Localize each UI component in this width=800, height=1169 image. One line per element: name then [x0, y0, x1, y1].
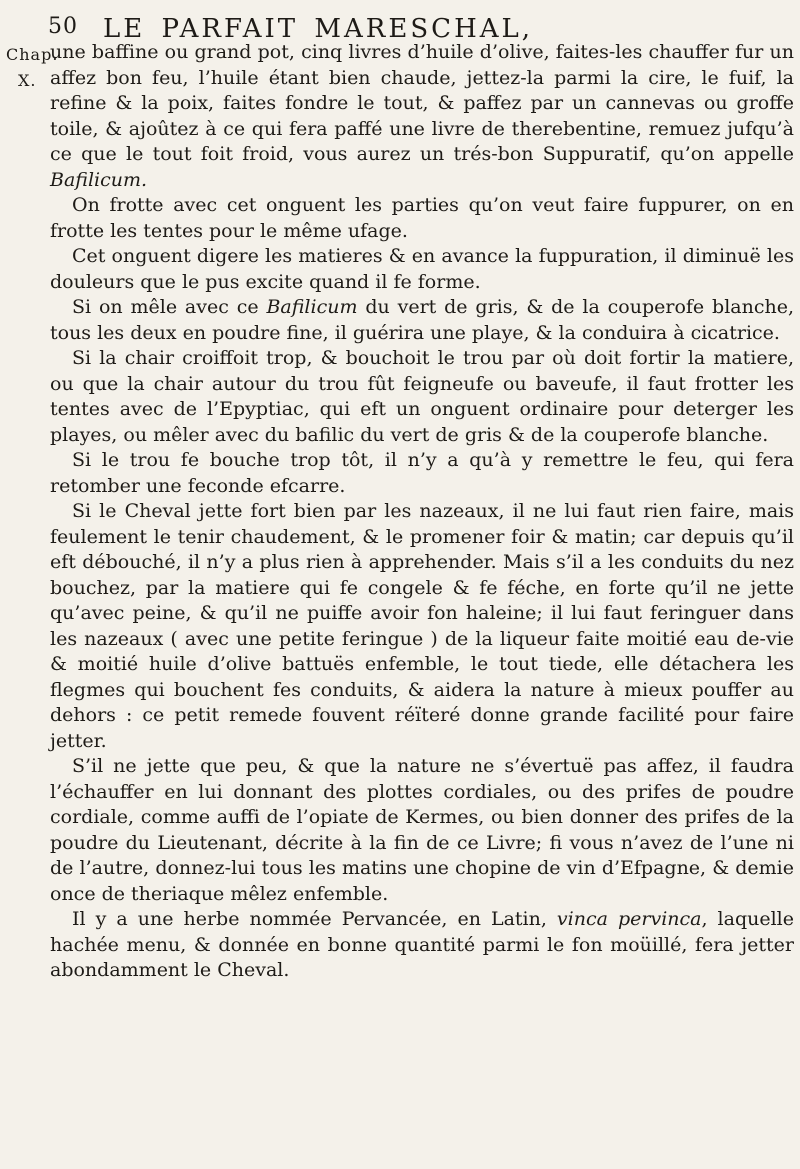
paragraph [50, 346, 794, 448]
page-number: 50 [48, 14, 78, 39]
text-run: Si la chair croiffoit trop, & bouchoit le trou par où doit fortir la matiere, ou que la chair autour du trou fût feigneufe ou baveufe, il faut frotter les tentes avec de l’Epyptiac, qui eft un onguent ordinaire pour deterger les playes, ou mêler avec du bafilic du vert de gris & de la couperofe blanche. [50, 347, 794, 446]
text-run: une baffine ou grand pot, cinq livres d’huile d’olive, faites-les chauffer fur un affez bon feu, l’huile étant bien chaude, jettez-la parmi la cire, le fuif, la refine & la poix, faites fondre le tout, & paffez par un cannevas ou groffe toile, & ajoûtez à ce qui fera paffé une livre de therebentine, remuez jufqu’à ce que le tout foit froid, vous aurez un trés-bon Suppuratif, qu’on appelle [50, 41, 794, 165]
chapter-label: Chap. [6, 45, 59, 64]
text-run: Cet onguent digere les matieres & en avance la fuppuration, il diminuë les douleurs que le pus excite quand il fe forme. [50, 245, 794, 293]
text-run: Si on mêle avec ce [72, 296, 267, 318]
text-run: Il y a une herbe nommée Pervancée, en Latin, [72, 908, 557, 930]
paragraph [50, 244, 794, 295]
running-head: LE PARFAIT MARESCHAL, [103, 14, 534, 44]
paragraph [50, 754, 794, 907]
text-run: Si le trou fe bouche trop tôt, il n’y a qu’à y remettre le feu, qui fera retomber une feconde efcarre. [50, 449, 794, 497]
chapter-number: X. [18, 71, 37, 90]
text-run: S’il ne jette que peu, & que la nature ne s’évertuë pas affez, il faudra l’échauffer en lui donnant des plottes cordiales, ou des prifes de poudre cordiale, comme auffi de l’opiate de Kermes, ou bien donner des prifes de la poudre du Lieutenant, décrite à la fin de ce Livre; fi vous n’avez de l’une ni de l’autre, donnez-lui tous les matins une chopine de vin d’Efpagne, & demie once de theriaque mêlez enfemble. [50, 755, 794, 905]
italic-text: Bafilicum. [50, 168, 148, 191]
text-run: , laquelle hachée menu, & donnée en bonne quantité parmi le fon moüillé, fera jetter abondamment le Cheval. [50, 908, 794, 981]
body-text [50, 40, 794, 984]
paragraph [50, 193, 794, 244]
text-run: du vert de gris, & de la couperofe blanche, tous les deux en poudre fine, il guérira une playe, & la conduira à cicatrice. [50, 296, 794, 344]
paragraph [50, 295, 794, 346]
text-run: On frotte avec cet onguent les parties qu’on veut faire fuppurer, on en frotte les tentes pour le même ufage. [50, 194, 794, 242]
paragraph [50, 448, 794, 499]
paragraph [50, 907, 794, 984]
italic-text: Bafilicum [266, 296, 358, 318]
paragraph [50, 499, 794, 754]
paragraph [50, 40, 794, 193]
text-run: Si le Cheval jette fort bien par les nazeaux, il ne lui faut rien faire, mais feulement le tenir chaudement, & le promener foir & matin; car depuis qu’il eft débouché, il n’y a plus rien à apprehender. Mais s’il a les conduits du nez bouchez, par la matiere qui fe congele & fe féche, en forte qu’il ne jette qu’avec peine, & qu’il ne puiffe avoir fon haleine; il lui faut feringuer dans les nazeaux ( avec une petite feringue ) de la liqueur faite moitié eau de-vie & moitié huile d’olive battuës enfemble, le tout tiede, elle détachera les flegmes qui bouchent fes conduits, & aidera la nature à mieux pouffer au dehors : ce petit remede fouvent réïteré donne grande facilité pour faire jetter. [50, 500, 794, 752]
italic-text: vinca pervinca [556, 908, 702, 930]
